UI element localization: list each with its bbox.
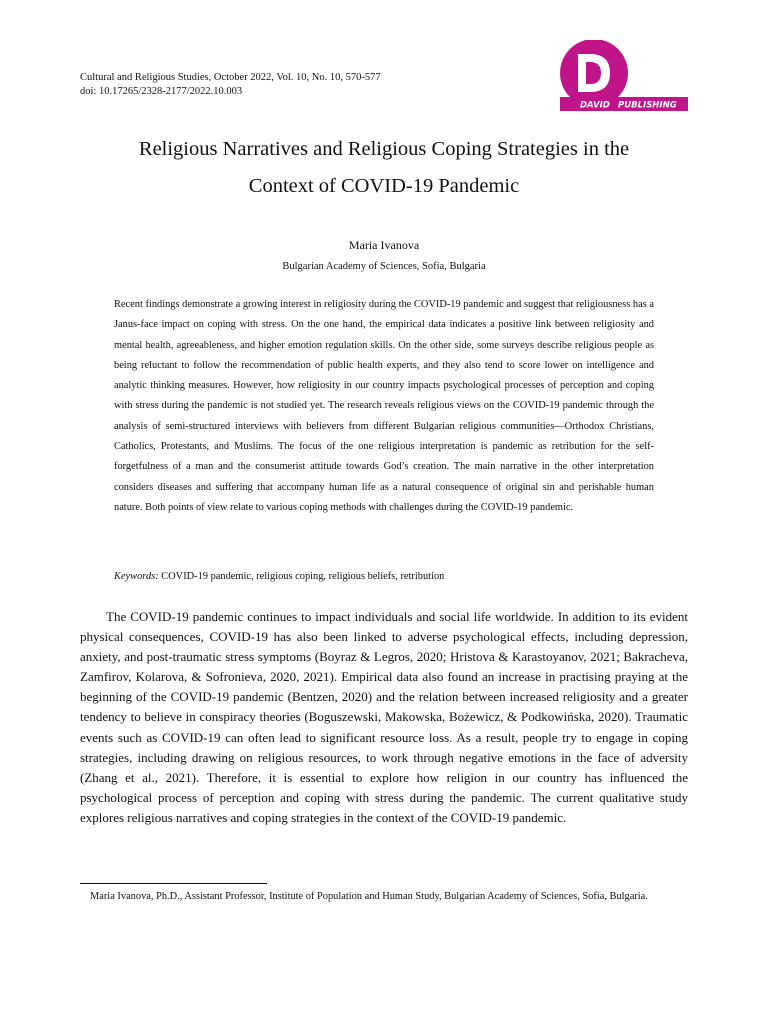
keywords <box>114 569 654 585</box>
footnote <box>80 889 688 905</box>
logo-text-publishing: PUBLISHING <box>618 100 677 111</box>
author-name: Maria Ivanova <box>348 238 420 252</box>
journal-citation: Cultural and Religious Studies, October 2022, Vol. 10, No. 10, 570-577 <box>80 72 381 83</box>
body-text <box>80 607 688 828</box>
abstract-text: Recent findings demonstrate a growing interest in religiosity during the COVID-19 pandemic and suggest that religiousness has a Janus-face impact on coping with stress. On the one hand, the empirical data indicates a positive link between religiosity and mental health, agreeableness, and higher emotion regulation skills. On the other side, some surveys describe religious people as being reluctant to follow the recommendation of public health experts, and they also tend to score lower on intelligence and analytic thinking measures. However, how religiosity in our country impacts psychological processes of perception and coping with stress during the pandemic is not studied yet. The research reveals religious views on the COVID-19 pandemic through the analysis of semi-structured interviews with believers from different Bulgarian religious communities—Orthodox Christians, Catholics, Protestants, and Muslims. The focus of the one religious interpretation is pandemic as retribution for the self-forgetfulness of a man and the consumerist attitude towards God’s creation. The main narrative in the other interpretation considers diseases and suffering that accompany human life as a natural consequence of original sin and perishable human nature. Both points of view relate to various coping methods with challenges during the COVID-19 pandemic. <box>114 299 654 513</box>
keywords-label: Keywords: <box>114 571 159 582</box>
footnote-divider <box>80 883 267 884</box>
paper-title <box>80 131 688 205</box>
title-line-1: Religious Narratives and Religious Coping Strategies in the <box>138 138 630 160</box>
logo-circle <box>560 40 628 107</box>
title-line-2: Context of COVID-19 Pandemic <box>248 175 520 197</box>
david-publishing-logo-icon <box>554 40 688 114</box>
body-paragraph-1: The COVID-19 pandemic continues to impact individuals and social life worldwide. In addition to its evident physical consequences, COVID-19 has also been linked to adverse psychological effects, including depression, anxiety, and post-traumatic stress symptoms (Boyraz & Legros, 2020; Hristova & Karastoyanov, 2021; Bakracheva, Zamfirov, Kolarova, & Sofronieva, 2020, 2021). Empirical data also found an increase in practising praying at the beginning of the COVID-19 pandemic (Bentzen, 2020) and the relation between increased religiosity and a greater tendency to believe in conspiracy theories (Boguszewski, Makowska, Bożewicz, & Podkowińska, 2020). Traumatic events such as COVID-19 can often lead to significant resource loss. As a result, people try to engage in coping strategies, including drawing on religious resources, to work through negative emotions in the face of adversity (Zhang et al., 2021). Therefore, it is essential to explore how religion in our country has influenced the psychological process of perception and coping with stress during the pandemic. The current qualitative study explores religious narratives and coping strategies in the context of the COVID-19 pandemic. <box>80 609 688 825</box>
footnote-text: Maria Ivanova, Ph.D., Assistant Professor, Institute of Population and Human Study, Bulgarian Academy of Sciences, Sofia, Bulgaria. <box>90 891 648 902</box>
keywords-text: COVID-19 pandemic, religious coping, religious beliefs, retribution <box>161 571 445 582</box>
journal-header <box>80 71 381 99</box>
doi: doi: 10.17265/2328-2177/2022.10.003 <box>80 86 243 97</box>
logo-text-david: DAVID <box>580 100 610 111</box>
abstract <box>114 295 654 518</box>
author-affiliation: Bulgarian Academy of Sciences, Sofia, Bulgaria <box>282 261 486 272</box>
publisher-logo <box>554 40 688 114</box>
